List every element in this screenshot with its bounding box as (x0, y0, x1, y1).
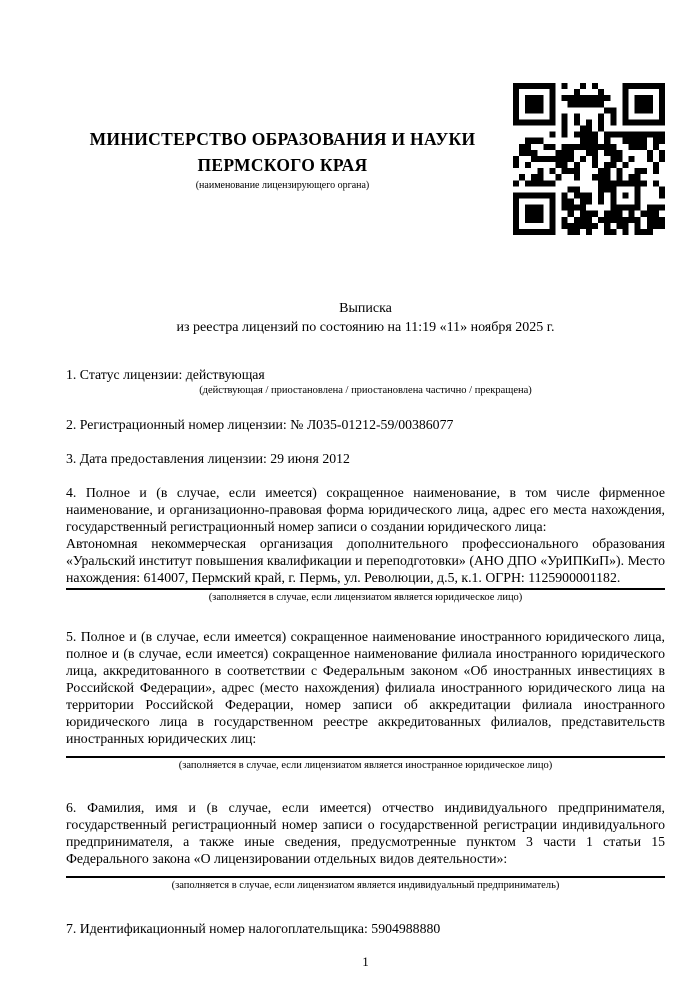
taxpayer-id-text: 7. Идентификационный номер налогоплательщика: 5904988880 (66, 921, 441, 936)
licensing-authority-block (66, 83, 513, 191)
section-foreign-legal-entity (66, 628, 665, 772)
individual-entrepreneur-caption: (заполняется в случае, если лицензиатом является индивидуальный предприниматель) (171, 880, 560, 891)
section-legal-entity (66, 484, 665, 604)
document-title-line1: Выписка (339, 301, 392, 316)
foreign-legal-entity-field-line (66, 756, 665, 758)
legal-entity-caption: (заполняется в случае, если лицензиатом является юридическое лицо) (208, 592, 523, 603)
legal-entity-value: Автономная некоммерческая организация дополнительного профессионального образования «Уральский институт повышения квалификации и переподготовки» (АНО ДПО «УрИПКиП»). Место нахождения: 614007, Пермский край, г. Пермь, ул. Революции, д.5, к.1. ОГРН: 1125900001182. (66, 536, 665, 585)
ministry-name (66, 126, 499, 178)
ministry-name-line1: МИНИСТЕРСТВО ОБРАЗОВАНИЯ И НАУКИ (89, 129, 476, 149)
section-grant-date (66, 450, 665, 467)
foreign-legal-entity-caption: (заполняется в случае, если лицензиатом является иностранное юридическое лицо) (178, 760, 553, 771)
ministry-name-line2: ПЕРМСКОГО КРАЯ (197, 155, 368, 175)
ministry-caption: (наименование лицензирующего органа) (195, 180, 370, 191)
document-header (66, 0, 665, 235)
license-status-caption: (действующая / приостановлена / приостановлена частично / прекращена) (199, 385, 532, 396)
individual-entrepreneur-field-line (66, 876, 665, 878)
grant-date-text: 3. Дата предоставления лицензии: 29 июня 2012 (66, 451, 350, 466)
qr-code-icon (513, 83, 665, 235)
document-sections (66, 366, 665, 937)
section-license-status (66, 366, 665, 397)
foreign-legal-entity-label: 5. Полное и (в случае, если имеется) сокращенное наименование иностранного юридического лица, полное и (в случае, если имеется) сокращенное наименование филиала иностранного юридического лица, аккредитованного в соответствии с Федеральным законом «Об иностранных инвестициях в Российской Федерации», адрес (место нахождения) филиала иностранного юридического лица на территории Российской Федерации, номер записи об аккредитации филиала иностранного юридического лица в государственном реестре аккредитованных филиалов, представительств иностранных юридических лиц: (66, 629, 665, 746)
document-title-line2: из реестра лицензий по состоянию на 11:19 «11» ноября 2025 г. (176, 320, 555, 335)
legal-entity-label: 4. Полное и (в случае, если имеется) сокращенное наименование, в том числе фирменное наименование, и организационно-правовая форма юридического лица, адрес его места нахождения, государственный регистрационный номер записи о создании юридического лица: (66, 485, 665, 534)
registration-number-text: 2. Регистрационный номер лицензии: № Л035-01212-59/00386077 (66, 417, 454, 432)
document-title (66, 299, 665, 337)
license-status-text: 1. Статус лицензии: действующая (66, 367, 265, 382)
section-registration-number (66, 416, 665, 433)
individual-entrepreneur-label: 6. Фамилия, имя и (в случае, если имеется) отчество индивидуального предпринимателя, государственный регистрационный номер записи о государственной регистрации индивидуального предпринимателя, а также иные сведения, предусмотренные пунктом 3 части 1 статьи 15 Федерального закона «О лицензировании отдельных видов деятельности»: (66, 800, 665, 866)
page-number: 1 (362, 954, 369, 969)
section-taxpayer-id (66, 920, 665, 937)
section-individual-entrepreneur (66, 799, 665, 892)
legal-entity-field-line (66, 588, 665, 590)
